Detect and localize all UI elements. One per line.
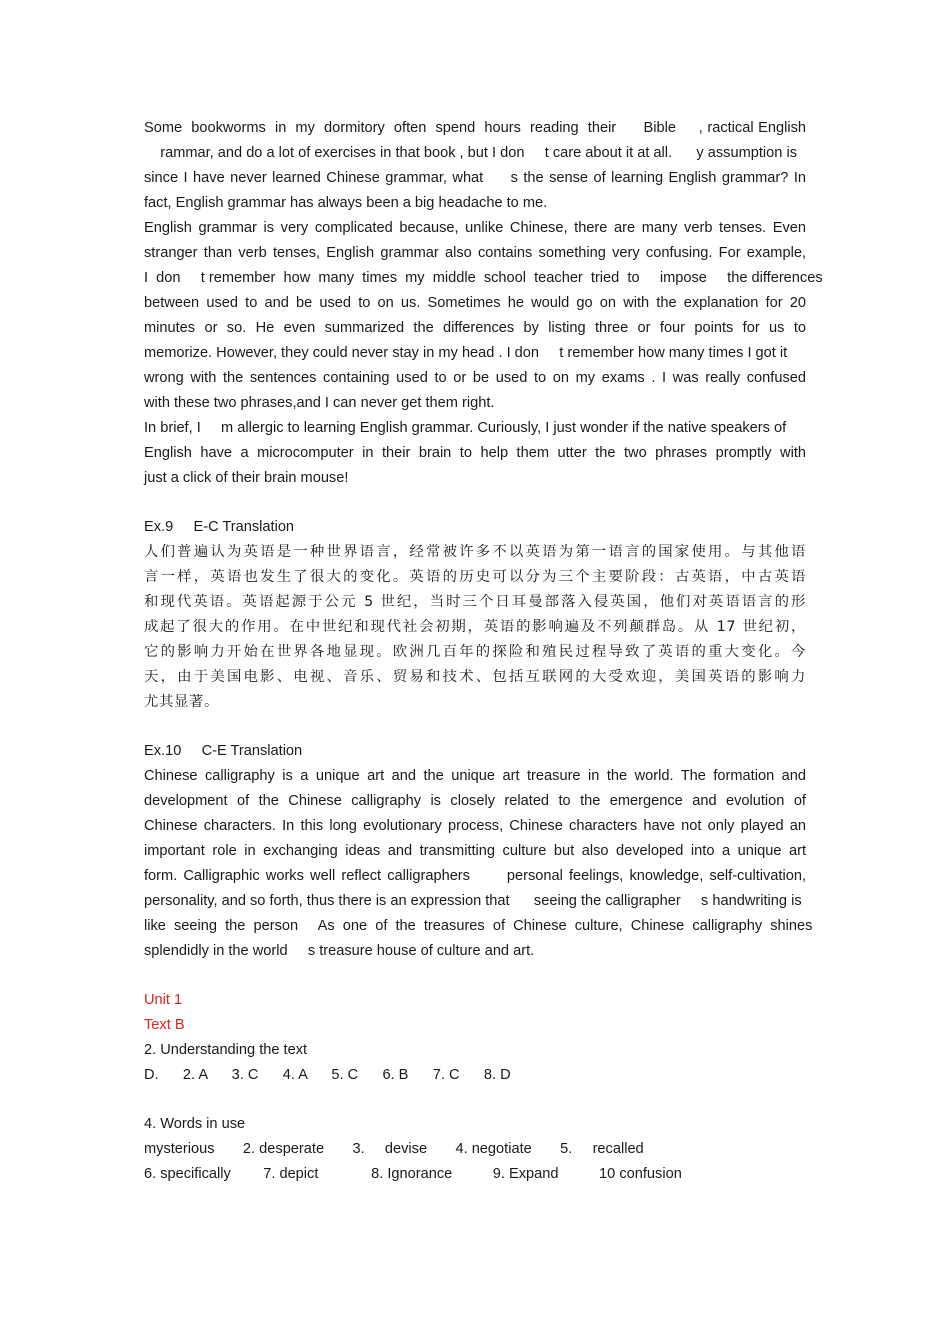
essay-line: just a click of their brain mouse! — [144, 470, 349, 486]
ex10-line: like seeing the person As one of the treasures of Chinese culture, Chinese calligraphy shines — [144, 918, 813, 934]
essay-line: wrong with the sentences containing used to or be used to on my exams . I was really confused — [144, 370, 806, 386]
understanding-heading: 2. Understanding the text — [144, 1042, 308, 1058]
essay-line: fact, English grammar has always been a big headache to me. — [144, 195, 548, 211]
essay-line: English have a microcomputer in their brain to help them utter the two phrases promptly with — [144, 445, 806, 461]
ex9-line: 尤其显著。 — [144, 694, 219, 710]
ex9-line: 它的影响力开始在世界各地显现。欧洲几百年的探险和殖民过程导致了英语的重大变化。今 — [144, 644, 806, 660]
ex9-line: 天，由于美国电影、电视、音乐、贸易和技术、包括互联网的大受欢迎，美国英语的影响力 — [144, 669, 806, 685]
ex9-line: 成起了很大的作用。在中世纪和现代社会初期，英语的影响遍及不列颠群岛。从 17 世纪初， — [144, 619, 806, 635]
understanding-answers: D. 2. A 3. C 4. A 5. C 6. B 7. C 8. D — [144, 1067, 511, 1083]
ex9-line: 人们普遍认为英语是一种世界语言，经常被许多不以英语为第一语言的国家使用。与其他语 — [144, 544, 806, 560]
essay-line: memorize. However, they could never stay in my head . I don t remember how many times I got it — [144, 345, 788, 361]
essay-line: between used to and be used to on us. Sometimes he would go on with the explanation for 20 — [144, 295, 806, 311]
essay-line: stranger than verb tenses, English grammar also contains something very confusing. For example, — [144, 245, 806, 261]
text-b-title: Text B — [144, 1017, 185, 1033]
ex10-line: development of the Chinese calligraphy is closely related to the emergence and evolution of — [144, 793, 806, 809]
essay-line: English grammar is very complicated because, unlike Chinese, there are many verb tenses. Even — [144, 220, 806, 236]
essay-line: In brief, I m allergic to learning English grammar. Curiously, I just wonder if the native speakers of — [144, 420, 787, 436]
essay-line: Some bookworms in my dormitory often spend hours reading their Bible , ractical English — [144, 120, 806, 136]
essay-line: rammar, and do a lot of exercises in that book , but I don t care about it at all. y assumption is — [144, 145, 797, 161]
ex10-line: personality, and so forth, thus there is an expression that seeing the calligrapher s handwriting is — [144, 893, 802, 909]
ex10-line: Chinese characters. In this long evolutionary process, Chinese characters have not only played an — [144, 818, 806, 834]
essay-line: since I have never learned Chinese grammar, what s the sense of learning English grammar? In — [144, 170, 806, 186]
unit-title: Unit 1 — [144, 992, 183, 1008]
ex10-line: Chinese calligraphy is a unique art and the unique art treasure in the world. The formation and — [144, 768, 806, 784]
words-in-use-heading: 4. Words in use — [144, 1116, 246, 1132]
words-in-use-row: 6. specifically 7. depict 8. Ignorance 9. Expand 10 confusion — [144, 1166, 682, 1182]
ex10-heading: Ex.10 C-E Translation — [144, 743, 303, 759]
essay-line: I don t remember how many times my middle school teacher tried to impose the differences — [144, 270, 823, 286]
ex9-heading: Ex.9 E-C Translation — [144, 519, 295, 535]
ex10-line: form. Calligraphic works well reflect calligraphers personal feelings, knowledge, self-cultivation, — [144, 868, 806, 884]
ex10-line: splendidly in the world s treasure house of culture and art. — [144, 943, 535, 959]
ex9-line: 和现代英语。英语起源于公元 5 世纪，当时三个日耳曼部落入侵英国，他们对英语语言的形 — [144, 594, 806, 610]
words-in-use-row: mysterious 2. desperate 3. devise 4. negotiate 5. recalled — [144, 1141, 644, 1157]
ex10-line: important role in exchanging ideas and transmitting culture but also developed into a unique art — [144, 843, 806, 859]
ex9-line: 言一样，英语也发生了很大的变化。英语的历史可以分为三个主要阶段：古英语，中古英语 — [144, 569, 806, 585]
essay-line: minutes or so. He even summarized the differences by listing three or four points for us to — [144, 320, 806, 336]
essay-line: with these two phrases,and I can never get them right. — [144, 395, 495, 411]
